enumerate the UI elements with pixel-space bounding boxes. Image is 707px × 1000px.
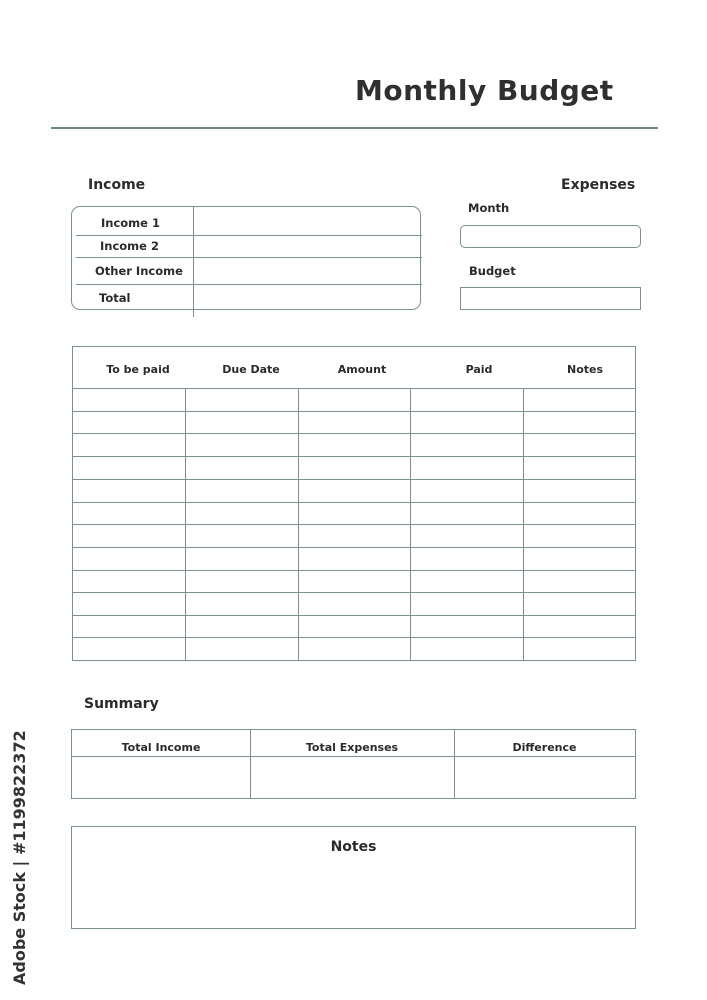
table-row-divider bbox=[73, 388, 635, 389]
summary-heading: Summary bbox=[84, 696, 159, 712]
page-title: Monthly Budget bbox=[355, 74, 614, 107]
column-header-paid: Paid bbox=[465, 363, 493, 376]
table-row-divider bbox=[73, 524, 635, 525]
column-header-amount: Amount bbox=[337, 363, 387, 376]
summary-header-total-income: Total Income bbox=[121, 741, 201, 754]
notes-heading: Notes bbox=[330, 839, 377, 855]
summary-header-difference: Difference bbox=[512, 741, 577, 754]
summary-table bbox=[71, 729, 636, 799]
notes-box[interactable] bbox=[71, 826, 636, 929]
income-row-label: Income 2 bbox=[100, 239, 159, 253]
summary-header-total-expenses: Total Expenses bbox=[305, 741, 399, 754]
income-heading: Income bbox=[88, 177, 146, 193]
income-2-value-field[interactable] bbox=[196, 237, 418, 256]
income-row-label: Other Income bbox=[95, 264, 183, 278]
table-row-divider bbox=[73, 411, 635, 412]
income-row-label: Income 1 bbox=[101, 216, 160, 230]
table-row-divider bbox=[73, 479, 635, 480]
income-row-divider bbox=[76, 235, 422, 236]
table-row-divider bbox=[73, 592, 635, 593]
column-header-notes: Notes bbox=[566, 363, 604, 376]
budget-field[interactable] bbox=[460, 287, 641, 310]
expenses-heading: Expenses bbox=[561, 177, 636, 193]
income-row-divider bbox=[76, 257, 422, 258]
income-row-divider bbox=[76, 284, 422, 285]
income-1-value-field[interactable] bbox=[196, 209, 418, 233]
summary-row-divider bbox=[72, 756, 635, 757]
expenses-table bbox=[72, 346, 636, 661]
table-row-divider bbox=[73, 456, 635, 457]
table-row-divider bbox=[73, 615, 635, 616]
column-header-due-date: Due Date bbox=[222, 363, 280, 376]
month-label: Month bbox=[468, 201, 510, 215]
table-row-divider bbox=[73, 547, 635, 548]
title-divider bbox=[51, 127, 658, 129]
table-row-divider bbox=[73, 637, 635, 638]
table-row-divider bbox=[73, 502, 635, 503]
table-row-divider bbox=[73, 570, 635, 571]
table-row-divider bbox=[73, 433, 635, 434]
stock-watermark-id: Adobe Stock | #1199822372 bbox=[10, 730, 29, 985]
income-table bbox=[71, 206, 421, 310]
month-field[interactable] bbox=[460, 225, 641, 248]
income-total-value-field[interactable] bbox=[196, 286, 418, 308]
budget-label: Budget bbox=[469, 264, 516, 278]
income-column-divider bbox=[193, 207, 194, 317]
other-income-value-field[interactable] bbox=[196, 259, 418, 283]
income-row-label: Total bbox=[99, 291, 131, 305]
column-header-to-be-paid: To be paid bbox=[106, 363, 170, 376]
